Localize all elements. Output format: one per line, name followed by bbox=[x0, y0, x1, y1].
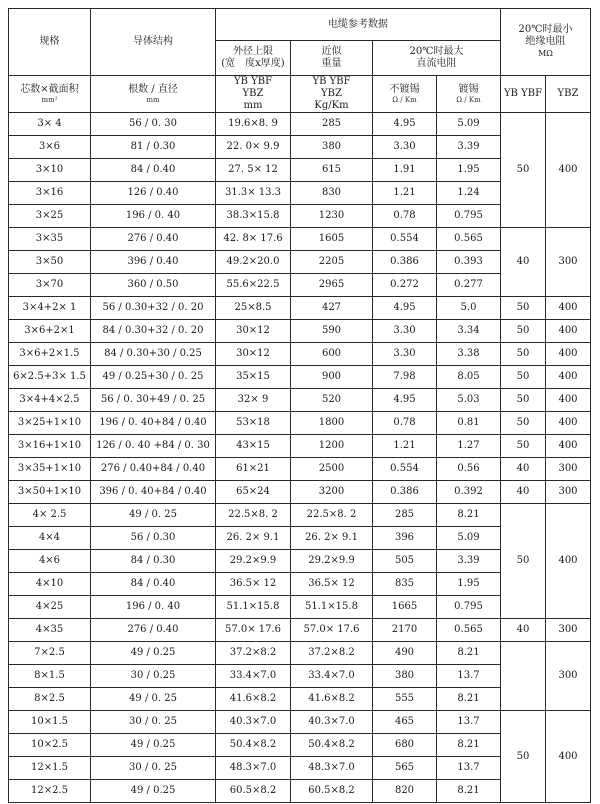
cell-spec: 4×4 bbox=[9, 527, 91, 550]
core-area-unit: mm² bbox=[41, 96, 58, 104]
cell-ins-yb: 50 bbox=[501, 343, 546, 366]
cell-tinned: 5.0 bbox=[437, 297, 501, 320]
cell-outer: 42. 8× 17.6 bbox=[216, 228, 291, 251]
untinned-label: 不镀锡 bbox=[389, 84, 420, 95]
cell-ins-yb: 40 bbox=[501, 458, 546, 481]
cell-strand: 396 / 0.40 bbox=[91, 251, 216, 274]
cell-ins-yb: 50 bbox=[501, 366, 546, 389]
cell-ins-yb bbox=[501, 642, 546, 711]
cell-spec: 3×50 bbox=[9, 251, 91, 274]
cell-outer: 38.3×15.8 bbox=[216, 205, 291, 228]
table-row bbox=[9, 412, 591, 435]
header-conductor: 导体结构 bbox=[91, 9, 216, 76]
cell-outer: 49.2×20.0 bbox=[216, 251, 291, 274]
cell-outer: 25×8.5 bbox=[216, 297, 291, 320]
cell-outer: 48.3×7.0 bbox=[216, 757, 291, 780]
cell-spec: 3×16+1×10 bbox=[9, 435, 91, 458]
header-insulation bbox=[501, 9, 591, 76]
cell-untinned: 0.554 bbox=[373, 228, 437, 251]
cell-spec: 8×2.5 bbox=[9, 688, 91, 711]
cell-weight: 57.0× 17.6 bbox=[291, 619, 373, 642]
cell-strand: 276 / 0.40+84 / 0.40 bbox=[91, 458, 216, 481]
cell-strand: 56 / 0. 30+49 / 0. 25 bbox=[91, 389, 216, 412]
cell-spec: 12×2.5 bbox=[9, 780, 91, 803]
cell-outer: 22. 0× 9.9 bbox=[216, 136, 291, 159]
cell-strand: 30 / 0. 25 bbox=[91, 757, 216, 780]
cell-strand: 56 / 0.30+32 / 0. 20 bbox=[91, 297, 216, 320]
cell-untinned: 0.272 bbox=[373, 274, 437, 297]
cell-tinned: 0.795 bbox=[437, 205, 501, 228]
cell-untinned: 0.386 bbox=[373, 481, 437, 504]
cell-outer: 51.1×15.8 bbox=[216, 596, 291, 619]
cell-ins-ybz: 400 bbox=[546, 366, 591, 389]
cell-untinned: 555 bbox=[373, 688, 437, 711]
cell-outer: 50.4×8.2 bbox=[216, 734, 291, 757]
cell-tinned: 0.81 bbox=[437, 412, 501, 435]
cell-strand: 56 / 0.30 bbox=[91, 527, 216, 550]
cell-strand: 30 / 0. 25 bbox=[91, 711, 216, 734]
cell-strand: 81 / 0.30 bbox=[91, 136, 216, 159]
core-area-label: 芯数×截面积 bbox=[20, 84, 79, 95]
cell-spec: 3×10 bbox=[9, 159, 91, 182]
weight-line1: 近似 bbox=[321, 46, 342, 57]
dc-res-line1: 20℃时最大 bbox=[409, 46, 464, 57]
cell-untinned: 285 bbox=[373, 504, 437, 527]
cell-spec: 3×4+2× 1 bbox=[9, 297, 91, 320]
cell-ins-ybz: 300 bbox=[546, 481, 591, 504]
outer-models-unit: mm bbox=[243, 100, 263, 111]
cell-ins-yb: 50 bbox=[501, 435, 546, 458]
cell-strand: 84 / 0.30+30 / 0.25 bbox=[91, 343, 216, 366]
cell-ins-yb: 50 bbox=[501, 412, 546, 435]
cell-weight: 48.3×7.0 bbox=[291, 757, 373, 780]
insulation-line1: 20℃时最小 bbox=[518, 24, 573, 35]
cell-untinned: 3.30 bbox=[373, 320, 437, 343]
cell-ins-ybz: 400 bbox=[546, 504, 591, 619]
cell-strand: 276 / 0.40 bbox=[91, 619, 216, 642]
cell-ins-ybz: 300 bbox=[546, 458, 591, 481]
cell-untinned: 1.21 bbox=[373, 182, 437, 205]
strand-label: 根数 / 直径 bbox=[128, 84, 178, 95]
cell-ins-ybz: 400 bbox=[546, 343, 591, 366]
cell-weight: 1200 bbox=[291, 435, 373, 458]
cell-tinned: 13.7 bbox=[437, 665, 501, 688]
cell-strand: 49 / 0. 25 bbox=[91, 504, 216, 527]
cell-untinned: 0.386 bbox=[373, 251, 437, 274]
cell-outer: 55.6×22.5 bbox=[216, 274, 291, 297]
cell-spec: 3×6 bbox=[9, 136, 91, 159]
cell-tinned: 5.09 bbox=[437, 527, 501, 550]
cell-weight: 380 bbox=[291, 136, 373, 159]
weight-line2: 重量 bbox=[321, 58, 342, 69]
cell-strand: 84 / 0.30 bbox=[91, 550, 216, 573]
outer-dia-line2: (宽 度x厚度) bbox=[221, 58, 285, 69]
cell-spec: 3×6+2×1.5 bbox=[9, 343, 91, 366]
outer-dia-line1: 外径上限 bbox=[233, 46, 273, 57]
cell-tinned: 1.95 bbox=[437, 573, 501, 596]
cell-spec: 3× 4 bbox=[9, 113, 91, 136]
header-ref-data: 电缆参考数据 bbox=[216, 9, 501, 41]
dc-res-line2: 直流电阻 bbox=[416, 58, 457, 69]
cell-tinned: 5.03 bbox=[437, 389, 501, 412]
cell-strand: 360 / 0.50 bbox=[91, 274, 216, 297]
cell-weight: 1800 bbox=[291, 412, 373, 435]
cell-untinned: 565 bbox=[373, 757, 437, 780]
strand-unit: mm bbox=[146, 96, 160, 104]
cell-ins-ybz: 400 bbox=[546, 412, 591, 435]
cell-tinned: 0.393 bbox=[437, 251, 501, 274]
cell-outer: 61×21 bbox=[216, 458, 291, 481]
cell-spec: 3×4+4×2.5 bbox=[9, 389, 91, 412]
cell-tinned: 13.7 bbox=[437, 757, 501, 780]
cell-spec: 10×2.5 bbox=[9, 734, 91, 757]
table-row bbox=[9, 389, 591, 412]
cell-tinned: 0.565 bbox=[437, 228, 501, 251]
header-untinned bbox=[373, 76, 437, 113]
header-spec: 规格 bbox=[9, 9, 91, 76]
cell-ins-ybz: 300 bbox=[546, 619, 591, 642]
cell-weight: 60.5×8.2 bbox=[291, 780, 373, 803]
cell-tinned: 0.56 bbox=[437, 458, 501, 481]
weight-models-line1: YB YBF bbox=[312, 76, 351, 87]
header-weight-models bbox=[291, 76, 373, 113]
insulation-line3: MΩ bbox=[538, 49, 553, 58]
cell-strand: 396 / 0. 40+84 / 0.40 bbox=[91, 481, 216, 504]
cell-ins-yb: 40 bbox=[501, 619, 546, 642]
cell-outer: 41.6×8.2 bbox=[216, 688, 291, 711]
cell-spec: 4×6 bbox=[9, 550, 91, 573]
cell-tinned: 3.39 bbox=[437, 550, 501, 573]
table-row bbox=[9, 458, 591, 481]
cell-weight: 29.2×9.9 bbox=[291, 550, 373, 573]
table-row bbox=[9, 320, 591, 343]
table-row bbox=[9, 343, 591, 366]
cell-strand: 276 / 0.40 bbox=[91, 228, 216, 251]
header-dc-res bbox=[373, 41, 501, 76]
cell-untinned: 4.95 bbox=[373, 389, 437, 412]
cell-outer: 22.5×8. 2 bbox=[216, 504, 291, 527]
cell-spec: 6×2.5+3× 1.5 bbox=[9, 366, 91, 389]
cell-outer: 53×18 bbox=[216, 412, 291, 435]
cell-strand: 196 / 0. 40 bbox=[91, 596, 216, 619]
cell-weight: 51.1×15.8 bbox=[291, 596, 373, 619]
cell-strand: 196 / 0. 40 bbox=[91, 205, 216, 228]
cell-weight: 1230 bbox=[291, 205, 373, 228]
cell-weight: 50.4×8.2 bbox=[291, 734, 373, 757]
cell-untinned: 380 bbox=[373, 665, 437, 688]
cell-outer: 65×24 bbox=[216, 481, 291, 504]
cell-tinned: 8.21 bbox=[437, 688, 501, 711]
cell-spec: 3×25+1×10 bbox=[9, 412, 91, 435]
cell-ins-yb: 40 bbox=[501, 228, 546, 297]
outer-models-line2: YBZ bbox=[242, 88, 264, 99]
cell-ins-ybz: 400 bbox=[546, 711, 591, 803]
cell-tinned: 13.7 bbox=[437, 711, 501, 734]
cell-tinned: 0.795 bbox=[437, 596, 501, 619]
cell-untinned: 2170 bbox=[373, 619, 437, 642]
table-row bbox=[9, 504, 591, 527]
cell-weight: 590 bbox=[291, 320, 373, 343]
cell-outer: 30×12 bbox=[216, 343, 291, 366]
cell-tinned: 1.24 bbox=[437, 182, 501, 205]
cell-strand: 30 / 0.25 bbox=[91, 665, 216, 688]
cell-weight: 40.3×7.0 bbox=[291, 711, 373, 734]
cell-tinned: 8.21 bbox=[437, 780, 501, 803]
insulation-line2: 绝缘电阻 bbox=[525, 36, 566, 47]
cell-tinned: 8.21 bbox=[437, 642, 501, 665]
cell-strand: 84 / 0.40 bbox=[91, 573, 216, 596]
cell-strand: 49 / 0.25 bbox=[91, 642, 216, 665]
cell-weight: 285 bbox=[291, 113, 373, 136]
cell-untinned: 0.78 bbox=[373, 205, 437, 228]
outer-models-line1: YB YBF bbox=[233, 76, 273, 87]
cell-outer: 36.5× 12 bbox=[216, 573, 291, 596]
cell-untinned: 1.91 bbox=[373, 159, 437, 182]
header-tinned bbox=[437, 76, 501, 113]
cell-spec: 4×35 bbox=[9, 619, 91, 642]
cell-untinned: 0.78 bbox=[373, 412, 437, 435]
cell-tinned: 1.95 bbox=[437, 159, 501, 182]
cell-weight: 41.6×8.2 bbox=[291, 688, 373, 711]
cell-spec: 4×25 bbox=[9, 596, 91, 619]
table-row bbox=[9, 228, 591, 251]
cell-weight: 520 bbox=[291, 389, 373, 412]
cell-strand: 49 / 0.25 bbox=[91, 780, 216, 803]
cell-spec: 4× 2.5 bbox=[9, 504, 91, 527]
cell-ins-ybz: 400 bbox=[546, 297, 591, 320]
cell-tinned: 3.39 bbox=[437, 136, 501, 159]
cell-ins-ybz: 400 bbox=[546, 113, 591, 228]
cell-outer: 37.2×8.2 bbox=[216, 642, 291, 665]
cell-ins-yb: 50 bbox=[501, 297, 546, 320]
cell-outer: 40.3×7.0 bbox=[216, 711, 291, 734]
cell-tinned: 5.09 bbox=[437, 113, 501, 136]
cell-spec: 3×35 bbox=[9, 228, 91, 251]
header-ins-ybz: YBZ bbox=[546, 76, 591, 113]
cell-outer: 19.6×8. 9 bbox=[216, 113, 291, 136]
cell-spec: 3×70 bbox=[9, 274, 91, 297]
header-ins-yb: YB YBF bbox=[501, 76, 546, 113]
cell-strand: 49 / 0.25 bbox=[91, 734, 216, 757]
cell-ins-ybz: 400 bbox=[546, 320, 591, 343]
cell-weight: 33.4×7.0 bbox=[291, 665, 373, 688]
cell-tinned: 3.34 bbox=[437, 320, 501, 343]
cell-untinned: 7.98 bbox=[373, 366, 437, 389]
untinned-unit: Ω / Km bbox=[392, 96, 417, 104]
table-row bbox=[9, 366, 591, 389]
cell-tinned: 0.277 bbox=[437, 274, 501, 297]
cell-outer: 31.3× 13.3 bbox=[216, 182, 291, 205]
cell-ins-yb: 50 bbox=[501, 389, 546, 412]
cell-untinned: 465 bbox=[373, 711, 437, 734]
cell-tinned: 8.05 bbox=[437, 366, 501, 389]
cell-weight: 36.5× 12 bbox=[291, 573, 373, 596]
tinned-unit: Ω / Km bbox=[456, 96, 481, 104]
header-core-area bbox=[9, 76, 91, 113]
cell-ins-ybz: 300 bbox=[546, 642, 591, 711]
cell-tinned: 8.21 bbox=[437, 734, 501, 757]
table-row bbox=[9, 711, 591, 734]
cell-strand: 49 / 0.25+30 / 0. 25 bbox=[91, 366, 216, 389]
cell-outer: 26. 2× 9.1 bbox=[216, 527, 291, 550]
cell-untinned: 4.95 bbox=[373, 297, 437, 320]
header-outer-models bbox=[216, 76, 291, 113]
cell-outer: 57.0× 17.6 bbox=[216, 619, 291, 642]
cell-spec: 3×35+1×10 bbox=[9, 458, 91, 481]
header-weight bbox=[291, 41, 373, 76]
cell-untinned: 396 bbox=[373, 527, 437, 550]
cell-weight: 26. 2× 9.1 bbox=[291, 527, 373, 550]
cell-strand: 126 / 0.40 bbox=[91, 182, 216, 205]
cell-weight: 2965 bbox=[291, 274, 373, 297]
cell-weight: 830 bbox=[291, 182, 373, 205]
cell-ins-ybz: 300 bbox=[546, 228, 591, 297]
cell-ins-ybz: 400 bbox=[546, 435, 591, 458]
cell-ins-yb: 50 bbox=[501, 504, 546, 619]
cell-outer: 29.2×9.9 bbox=[216, 550, 291, 573]
tinned-label: 镀锡 bbox=[458, 84, 479, 95]
cell-weight: 22.5×8. 2 bbox=[291, 504, 373, 527]
cell-spec: 4×10 bbox=[9, 573, 91, 596]
cell-tinned: 8.21 bbox=[437, 504, 501, 527]
cell-spec: 3×50+1×10 bbox=[9, 481, 91, 504]
cell-tinned: 1.27 bbox=[437, 435, 501, 458]
cell-ins-ybz: 400 bbox=[546, 389, 591, 412]
cell-outer: 30×12 bbox=[216, 320, 291, 343]
cell-spec: 7×2.5 bbox=[9, 642, 91, 665]
cell-outer: 32× 9 bbox=[216, 389, 291, 412]
header-strand bbox=[91, 76, 216, 113]
cell-spec: 3×6+2×1 bbox=[9, 320, 91, 343]
table-row bbox=[9, 113, 591, 136]
cell-strand: 196 / 0. 40+84 / 0.40 bbox=[91, 412, 216, 435]
cell-weight: 37.2×8.2 bbox=[291, 642, 373, 665]
cell-outer: 33.4×7.0 bbox=[216, 665, 291, 688]
table-row bbox=[9, 481, 591, 504]
cell-untinned: 835 bbox=[373, 573, 437, 596]
cell-strand: 84 / 0.30+32 / 0. 20 bbox=[91, 320, 216, 343]
cell-untinned: 0.554 bbox=[373, 458, 437, 481]
cell-spec: 3×25 bbox=[9, 205, 91, 228]
cell-untinned: 4.95 bbox=[373, 113, 437, 136]
cell-weight: 2500 bbox=[291, 458, 373, 481]
cell-spec: 3×16 bbox=[9, 182, 91, 205]
cell-strand: 126 / 0. 40 +84 / 0. 30 bbox=[91, 435, 216, 458]
cell-spec: 12×1.5 bbox=[9, 757, 91, 780]
cell-untinned: 505 bbox=[373, 550, 437, 573]
cell-weight: 427 bbox=[291, 297, 373, 320]
cell-ins-yb: 50 bbox=[501, 711, 546, 803]
cell-outer: 27. 5× 12 bbox=[216, 159, 291, 182]
weight-models-line2: YBZ bbox=[321, 88, 342, 99]
cell-spec: 8×1.5 bbox=[9, 665, 91, 688]
cell-weight: 2205 bbox=[291, 251, 373, 274]
cell-ins-yb: 40 bbox=[501, 481, 546, 504]
header-outer-dia bbox=[216, 41, 291, 76]
cell-weight: 600 bbox=[291, 343, 373, 366]
table-row bbox=[9, 435, 591, 458]
cell-outer: 43×15 bbox=[216, 435, 291, 458]
cell-untinned: 1.21 bbox=[373, 435, 437, 458]
cell-outer: 35×15 bbox=[216, 366, 291, 389]
cable-spec-table bbox=[8, 8, 591, 803]
cell-untinned: 3.30 bbox=[373, 343, 437, 366]
cell-weight: 900 bbox=[291, 366, 373, 389]
cell-weight: 3200 bbox=[291, 481, 373, 504]
cell-ins-yb: 50 bbox=[501, 113, 546, 228]
cell-tinned: 3.38 bbox=[437, 343, 501, 366]
cell-weight: 615 bbox=[291, 159, 373, 182]
cell-untinned: 3.30 bbox=[373, 136, 437, 159]
cell-tinned: 0.565 bbox=[437, 619, 501, 642]
table-row bbox=[9, 619, 591, 642]
weight-models-unit: Kg/Km bbox=[314, 100, 349, 111]
cell-tinned: 0.392 bbox=[437, 481, 501, 504]
cell-strand: 56 / 0. 30 bbox=[91, 113, 216, 136]
cell-untinned: 820 bbox=[373, 780, 437, 803]
cell-untinned: 490 bbox=[373, 642, 437, 665]
cell-strand: 84 / 0.40 bbox=[91, 159, 216, 182]
cell-weight: 1605 bbox=[291, 228, 373, 251]
cell-untinned: 1665 bbox=[373, 596, 437, 619]
table-row bbox=[9, 642, 591, 665]
table-row bbox=[9, 297, 591, 320]
cell-strand: 49 / 0. 25 bbox=[91, 688, 216, 711]
cell-outer: 60.5×8.2 bbox=[216, 780, 291, 803]
cell-untinned: 680 bbox=[373, 734, 437, 757]
cell-spec: 10×1.5 bbox=[9, 711, 91, 734]
cell-ins-yb: 50 bbox=[501, 320, 546, 343]
